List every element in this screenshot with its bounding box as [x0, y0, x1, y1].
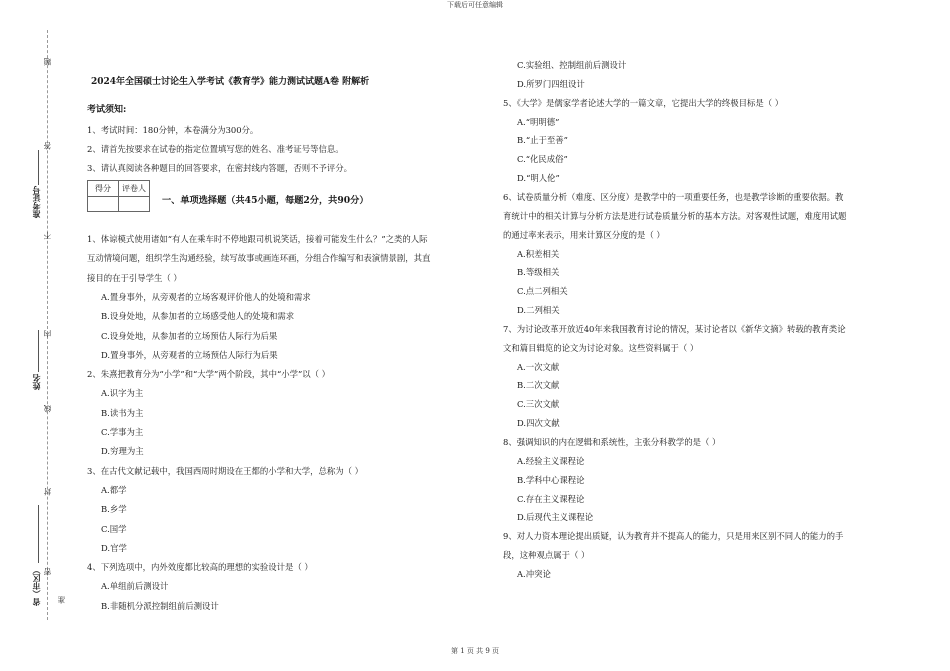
- answer-option: A.识字为主: [101, 388, 144, 399]
- answer-option: D.置身事外，从旁观者的立场预估人际行为后果: [101, 349, 278, 360]
- answer-option: B.读书为主: [101, 407, 144, 418]
- question-text: 4、下列选项中，内外效度都比较高的理想的实验设计是（ ）: [87, 562, 313, 573]
- question-text: 9、对人力资本理论提出质疑，认为教育并不提高人的能力，只是用来区别不同人的能力的手: [503, 531, 844, 542]
- question-text: 8、强调知识的内在逻辑和系统性，主张分科教学的是（ ）: [503, 437, 721, 447]
- answer-option: A.都学: [101, 484, 127, 495]
- answer-option: D.“明人伦”: [517, 173, 560, 184]
- answer-option: B.二次文献: [517, 380, 560, 391]
- header-note: 下载后可任意编辑: [447, 1, 503, 9]
- answer-option: A.单组前后测设计: [101, 581, 169, 592]
- province-label: 省（市区）: [31, 566, 41, 606]
- answer-option: C.国学: [101, 523, 127, 534]
- section-title: 一、单项选择题（共45小题，每题2分，共90分）: [162, 195, 369, 206]
- answer-option: C.点二列相关: [517, 286, 568, 297]
- question-text: 接目的在于引导学生（ ）: [87, 272, 182, 283]
- question-text: 的通过率来表示，用来计算区分度的是（ ）: [503, 229, 665, 240]
- notice-heading: 考试须知:: [87, 105, 127, 115]
- cut-char: 准: [57, 596, 66, 604]
- cut-char: 线: [43, 405, 52, 413]
- cut-char: 答: [43, 142, 52, 150]
- score-label: 得分: [88, 181, 119, 197]
- cut-char: 封: [43, 488, 52, 496]
- binding-cut-line: [47, 30, 48, 620]
- page-footer: 第 1 页 共 9 页: [450, 647, 500, 655]
- answer-option: B.“止于至善”: [517, 135, 568, 146]
- score-table: [87, 180, 150, 212]
- grader-label: 评卷人: [119, 181, 150, 197]
- answer-option: A.“明明德”: [517, 116, 560, 127]
- answer-option: B.学科中心课程论: [517, 474, 585, 485]
- question-text: 育统计中的相关计算与分析方法是进行试卷质量分析的基本方法。对客观性试题，难度用试题: [503, 210, 847, 221]
- score-cell[interactable]: [88, 197, 119, 212]
- answer-option: D.穷理为主: [101, 446, 144, 457]
- answer-option: D.后现代主义课程论: [517, 512, 594, 523]
- grader-cell[interactable]: [119, 197, 150, 212]
- question-text: 3、在古代文献记载中，我国西周时期设在王都的小学和大学，总称为（ ）: [87, 465, 363, 476]
- question-text: 7、为讨论改革开放近40年来我国教育讨论的情况，某讨论者以《新华文摘》转载的教育类论: [503, 323, 846, 334]
- answer-option: D.官学: [101, 542, 127, 553]
- notice-item: 3、请认真阅读各种题目的回答要求，在密封线内答题，否则不予评分。: [87, 163, 352, 173]
- cut-char: 题: [43, 58, 52, 66]
- name-label: 姓名: [31, 374, 41, 390]
- exam-number-field[interactable]: [38, 150, 39, 185]
- exam-number-label: 准考证号: [31, 186, 41, 218]
- question-text: 2、朱熹把教育分为“小学”和“大学”两个阶段，其中“小学”以（ ）: [87, 369, 331, 380]
- question-text: 文和篇目辑览的论文为讨论对象。这些资料属于（ ）: [503, 342, 699, 353]
- question-text: 5、《大学》是儒家学者论述大学的一篇文章，它提出大学的终极目标是（ ）: [503, 97, 784, 108]
- question-text: 互动情境问题，组织学生沟通经验，续写故事或画连环画，分组合作编写和表演情景剧，其直: [87, 253, 431, 264]
- answer-option: C.设身处地，从参加者的立场预估人际行为后果: [101, 330, 278, 341]
- notice-item: 2、请首先按要求在试卷的指定位置填写您的姓名、准考证号等信息。: [87, 144, 344, 154]
- answer-option: C.实验组、控制组前后测设计: [517, 60, 627, 70]
- answer-option: D.二列相关: [517, 305, 560, 316]
- answer-option: C.“化民成俗”: [517, 154, 568, 165]
- answer-option: D.四次文献: [517, 418, 560, 429]
- cut-char: 不: [43, 232, 52, 240]
- answer-option: B.等级相关: [517, 267, 560, 278]
- notice-item: 1、考试时间：180分钟，本卷满分为300分。: [87, 125, 259, 135]
- cut-char: 内: [43, 330, 52, 338]
- answer-option: A.经验主义课程论: [517, 455, 585, 466]
- answer-option: C.学事为主: [101, 427, 144, 437]
- question-text: 段，这种观点属于（ ）: [503, 550, 590, 561]
- province-field[interactable]: [38, 505, 39, 563]
- name-field[interactable]: [38, 330, 39, 372]
- answer-option: A.置身事外，从旁观者的立场客观评价他人的处境和需求: [101, 291, 311, 302]
- answer-option: D.所罗门四组设计: [517, 78, 585, 89]
- answer-option: A.一次文献: [517, 361, 560, 372]
- answer-option: B.设身处地，从参加者的立场感受他人的处境和需求: [101, 311, 295, 322]
- answer-option: C.三次文献: [517, 399, 560, 410]
- question-text: 1、体谅模式使用诸如“有人在乘车时不停地跟司机说笑话，接着可能发生什么？”之类的人际: [87, 234, 428, 244]
- cut-char: 密: [43, 568, 52, 576]
- answer-option: A.积差相关: [517, 248, 560, 259]
- answer-option: C.存在主义课程论: [517, 493, 585, 504]
- answer-option: A.冲突论: [517, 568, 551, 579]
- answer-option: B.非随机分派控制组前后测设计: [101, 600, 219, 611]
- answer-option: B.乡学: [101, 504, 127, 515]
- question-text: 6、试卷质量分析（难度、区分度）是教学中的一项重要任务，也是教学诊断的重要依据。教: [503, 191, 844, 202]
- page-title: 2024年全国硕士讨论生入学考试《教育学》能力测试试题A卷 附解析: [91, 77, 370, 87]
